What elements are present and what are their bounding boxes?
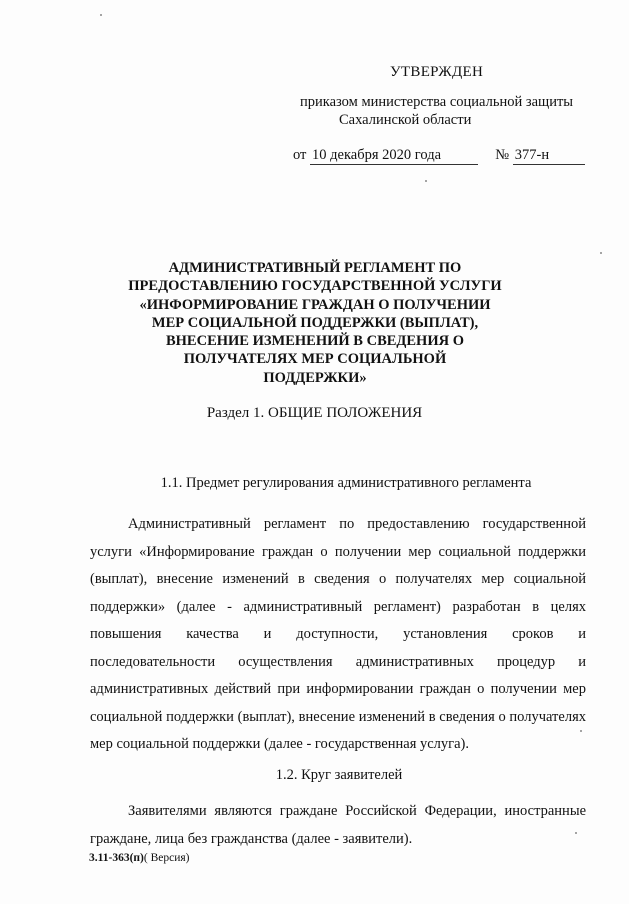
title-line: АДМИНИСТРАТИВНЫЙ РЕГЛАМЕНТ ПО bbox=[168, 260, 462, 276]
approved-heading: УТВЕРЖДЕН bbox=[390, 64, 484, 80]
title-line: ПРЕДОСТАВЛЕНИЮ ГОСУДАРСТВЕННОЙ УСЛУГИ bbox=[128, 278, 502, 295]
paragraph-regulation-subject: Административный регламент по предоставлению государственной услуги «Информирование граждан о получении мер социальной поддержки (выплат), внесение изменений в сведения о получателях мер социальной поддержки» (далее - административный регламент) разработан в целях повышения качества и доступности, установления сроков и последовательности осуществления административных процедур и административных действий при информировании граждан о получении мер социальной поддержки (выплат), внесение изменений в сведения о получателях мер социальной поддержки (далее - государственная услуга). bbox=[90, 516, 586, 752]
title-line: ВНЕСЕНИЕ ИЗМЕНЕНИЙ В СВЕДЕНИЯ О bbox=[165, 333, 464, 350]
approval-order-line-2: Сахалинской области bbox=[339, 112, 472, 128]
document-version: ( Версия) bbox=[143, 852, 190, 864]
subsection-1-2-heading: 1.2. Круг заявителей bbox=[275, 767, 403, 783]
document-code bbox=[89, 852, 189, 864]
document-code-number: 3.11-363(п) bbox=[89, 852, 144, 864]
number-sign: № bbox=[495, 147, 510, 163]
title-line: «ИНФОРМИРОВАНИЕ ГРАЖДАН О ПОЛУЧЕНИИ bbox=[139, 296, 491, 313]
subsection-1-1-heading: 1.1. Предмет регулирования административного регламента bbox=[160, 475, 532, 491]
scan-speck bbox=[600, 252, 602, 254]
order-date-number bbox=[293, 147, 585, 165]
title-line: ПОЛУЧАТЕЛЯХ МЕР СОЦИАЛЬНОЙ bbox=[183, 351, 447, 368]
title-line: МЕР СОЦИАЛЬНОЙ ПОДДЕРЖКИ (ВЫПЛАТ), bbox=[151, 314, 479, 331]
date-prefix: от bbox=[293, 147, 307, 163]
title-line: ПОДДЕРЖКИ» bbox=[263, 369, 367, 386]
approval-order-line-1: приказом министерства социальной защиты bbox=[300, 94, 574, 110]
scan-speck bbox=[425, 180, 427, 182]
regulation-title bbox=[100, 259, 530, 387]
scan-speck bbox=[575, 832, 577, 834]
section-1-heading: Раздел 1. ОБЩИЕ ПОЛОЖЕНИЯ bbox=[206, 405, 423, 421]
order-number: 377-н bbox=[513, 147, 585, 165]
scan-speck bbox=[580, 730, 582, 732]
paragraph-applicants: Заявителями являются граждане Российской Федерации, иностранные граждане, лица без гражданства (далее - заявители). bbox=[90, 803, 586, 847]
scan-speck bbox=[100, 14, 102, 16]
order-date: 10 декабря 2020 года bbox=[310, 147, 478, 165]
